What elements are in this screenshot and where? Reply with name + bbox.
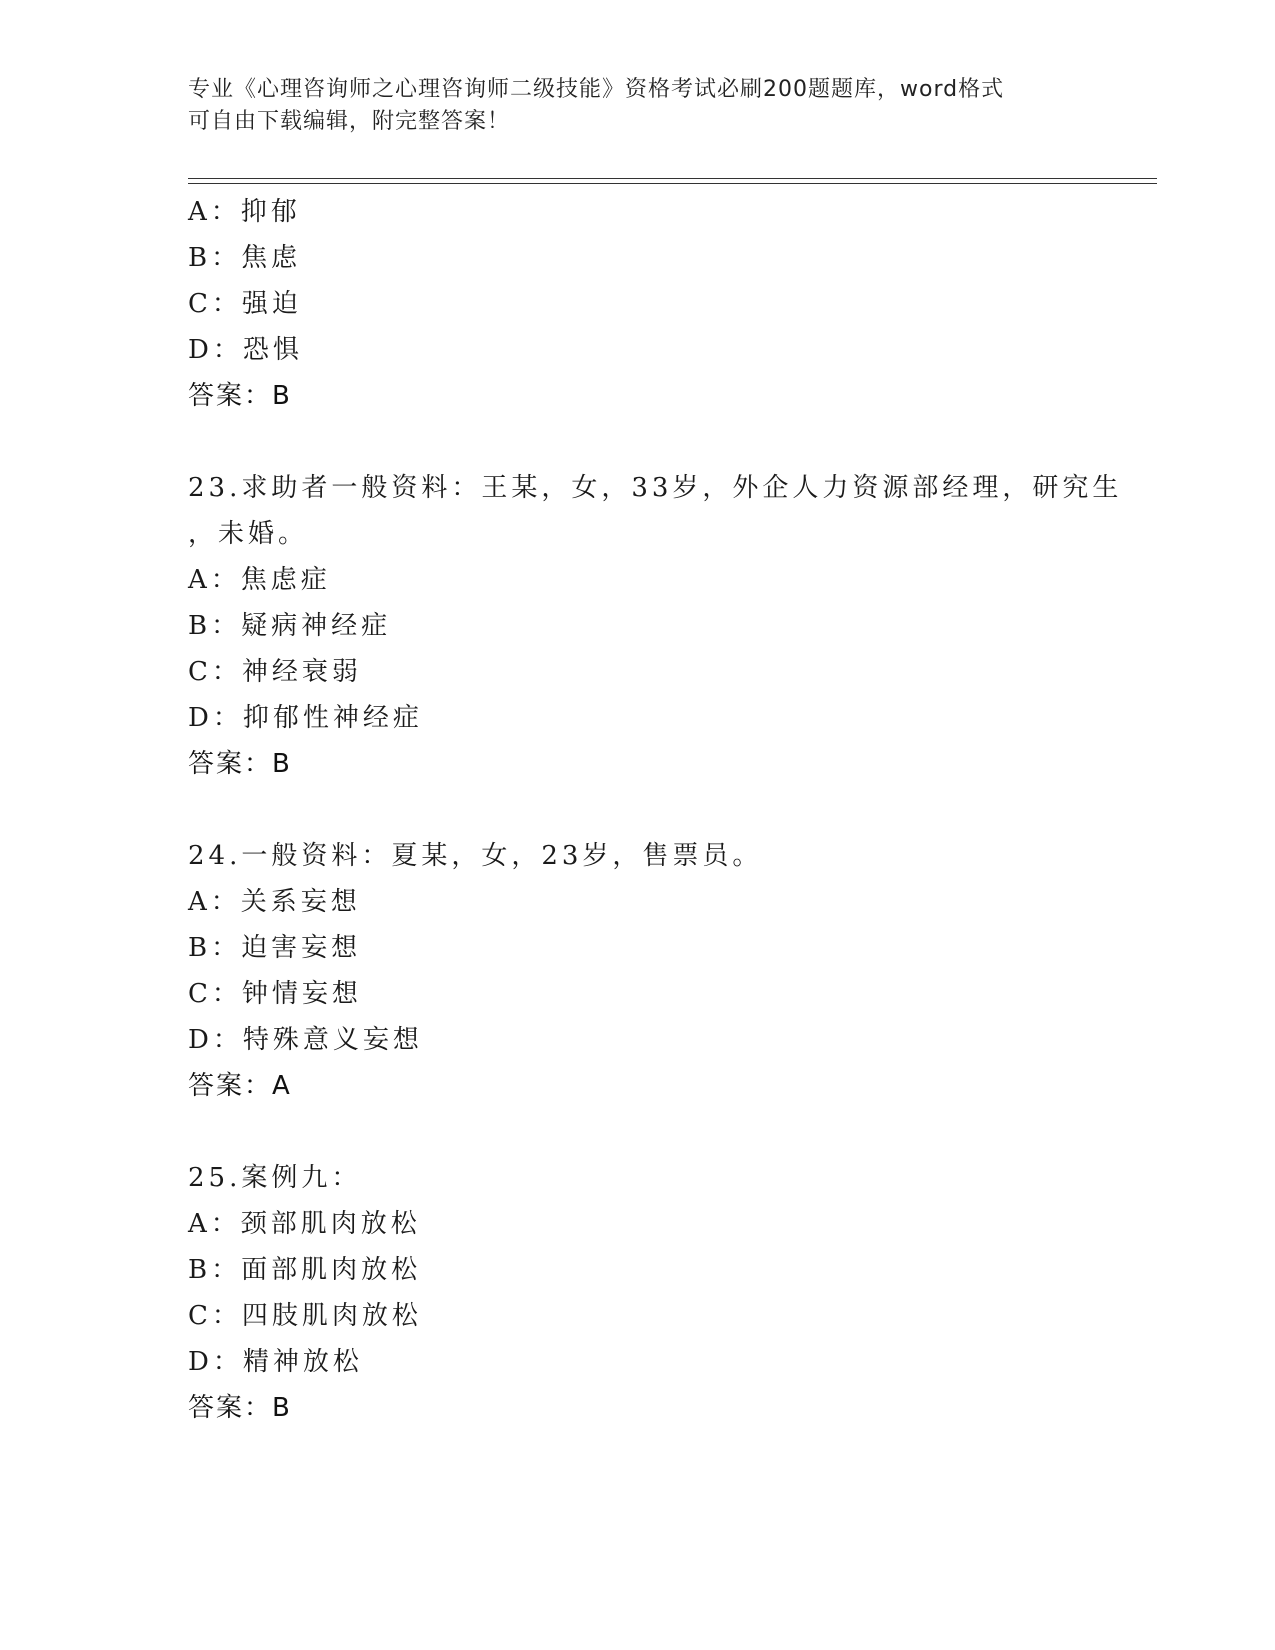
header-line-2: 可自由下载编辑，附完整答案！ bbox=[188, 109, 511, 134]
spacer bbox=[188, 419, 1148, 465]
option-d: D：抑郁性神经症 bbox=[188, 703, 423, 733]
question-24 bbox=[188, 833, 1148, 1109]
question-22 bbox=[188, 189, 1148, 419]
option-d: D：精神放松 bbox=[188, 1347, 363, 1377]
answer-line: 答案：A bbox=[188, 1071, 292, 1101]
question-23 bbox=[188, 465, 1148, 787]
spacer bbox=[188, 787, 1148, 833]
option-a: A：关系妄想 bbox=[188, 887, 361, 917]
answer-line: 答案：B bbox=[188, 1393, 292, 1423]
header-divider-top bbox=[188, 178, 1157, 179]
question-25 bbox=[188, 1155, 1148, 1431]
option-b: B：面部肌肉放松 bbox=[188, 1255, 422, 1285]
option-b: B：疑病神经症 bbox=[188, 611, 392, 641]
question-stem: 25.案例九： bbox=[188, 1163, 362, 1193]
option-d: D：特殊意义妄想 bbox=[188, 1025, 423, 1055]
option-a: A：焦虑症 bbox=[188, 565, 331, 595]
option-b: B：迫害妄想 bbox=[188, 933, 362, 963]
option-a: A：抑郁 bbox=[188, 197, 301, 227]
spacer bbox=[188, 1109, 1148, 1155]
document-header bbox=[188, 74, 1088, 138]
option-b: B：焦虑 bbox=[188, 243, 302, 273]
option-d: D：恐惧 bbox=[188, 335, 303, 365]
option-a: A：颈部肌肉放松 bbox=[188, 1209, 421, 1239]
option-c: C：四肢肌肉放松 bbox=[188, 1301, 422, 1331]
option-c: C：钟情妄想 bbox=[188, 979, 362, 1009]
question-stem: 23.求助者一般资料：王某，女，33岁，外企人力资源部经理，研究生 bbox=[188, 473, 1123, 503]
answer-line: 答案：B bbox=[188, 381, 292, 411]
answer-line: 答案：B bbox=[188, 749, 292, 779]
question-stem: 24.一般资料：夏某，女，23岁，售票员。 bbox=[188, 841, 763, 871]
option-c: C：神经衰弱 bbox=[188, 657, 362, 687]
header-divider-bottom bbox=[188, 183, 1157, 184]
question-stem-continued: ，未婚。 bbox=[188, 519, 309, 549]
question-list bbox=[188, 189, 1148, 1431]
option-c: C：强迫 bbox=[188, 289, 302, 319]
header-line-1: 专业《心理咨询师之心理咨询师二级技能》资格考试必刷200题题库，word格式 bbox=[188, 77, 1005, 102]
